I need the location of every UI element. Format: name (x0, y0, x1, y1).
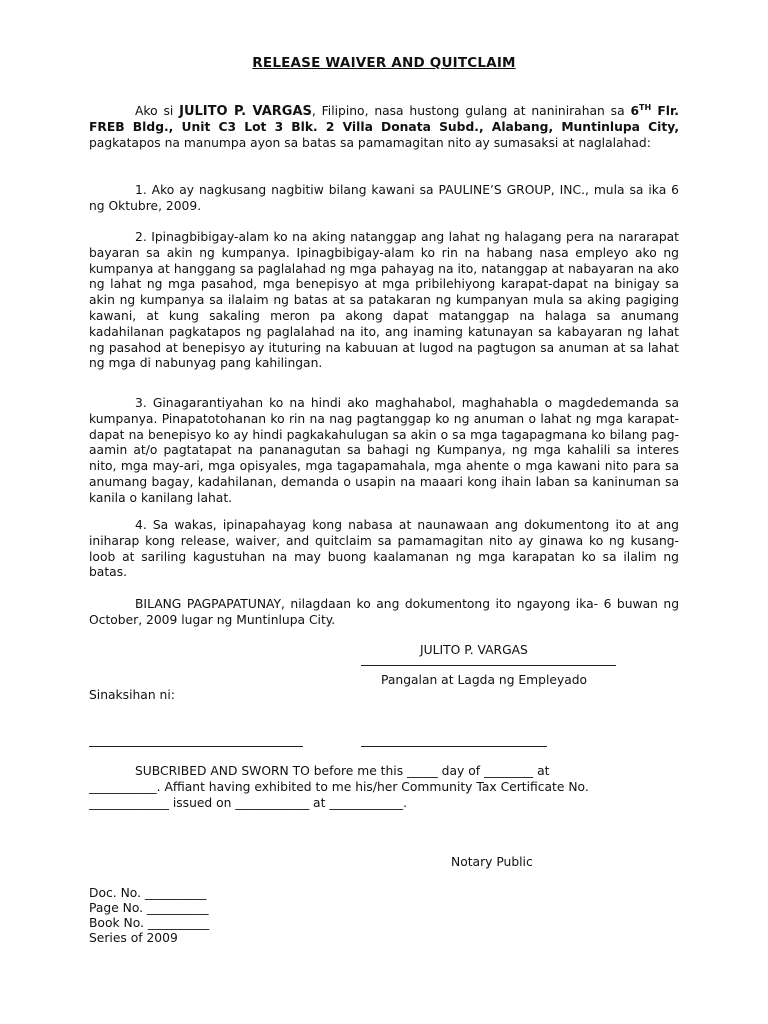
witnessed-by-label: Sinaksihan ni: (89, 688, 175, 702)
book-no: Book No. __________ (89, 916, 210, 930)
doc-no: Doc. No. __________ (89, 886, 207, 900)
witness-signature-line-2 (361, 746, 547, 747)
address-superscript: TH (639, 102, 652, 112)
notary-public-label: Notary Public (451, 855, 533, 869)
affiant-name: JULITO P. VARGAS (179, 104, 312, 119)
jurat-line-1: SUBCRIBED AND SWORN TO before me this _____ day of ________ at (135, 764, 550, 778)
jurat-line-3: _____________ issued on ____________ at ____________. (89, 796, 408, 810)
witness-paragraph: BILANG PAGPAPATUNAY, nilagdaan ko ang dokumentong ito ngayong ika- 6 buwan ng October, 2009 lugar ng Muntinlupa City. (89, 597, 679, 627)
item-3: 3. Ginagarantiyahan ko na hindi ako maghahabol, maghahabla o magdedemanda sa kumpanya. Pinapatotohanan ko rin na nag pagtanggap ko ng anuman o lahat ng mga karapat-dapat na benepisyo ko ay hindi pagkakahulugan sa akin o sa mga tagapagmana ko bilang pag-aamin at/o pagtatapat na pananagutan sa bahagi ng Kumpanya, ng mga kahalili sa interes nito, mga may-ari, mga opisyales, mga tagapamahala, mga ahente o mga kawani nito para sa anumang bagay, kadahilanan, demanda o usapin na maaari kong ihain laban sa kaninuman sa kanila o kanilang lahat. (89, 396, 679, 505)
intro-text-1: Ako si (135, 104, 180, 118)
page-no: Page No. __________ (89, 901, 209, 915)
signature-line (361, 665, 616, 666)
jurat-line-2: ___________. Affiant having exhibited to me his/her Community Tax Certificate No. (89, 780, 589, 794)
witness-signature-line-1 (89, 746, 303, 747)
intro-text-3: pagkatapos na manumpa ayon sa batas sa pamamagitan nito ay sumasaksi at naglalahad: (89, 135, 651, 150)
address-number: 6 (630, 104, 640, 118)
affiant-address: Flr. FREB Bldg., Unit C3 Lot 3 Blk. 2 Villa Donata Subd., Alabang, Muntinlupa City, (89, 104, 679, 134)
series: Series of 2009 (89, 931, 178, 945)
item-1: 1. Ako ay nagkusang nagbitiw bilang kawani sa PAULINE’S GROUP, INC., mula sa ika 6 ng Oktubre, 2009. (89, 183, 679, 213)
intro-paragraph (89, 104, 679, 151)
document-title: RELEASE WAIVER AND QUITCLAIM (252, 55, 516, 71)
intro-text-2: , Filipino, nasa hustong gulang at naninirahan sa (311, 104, 631, 118)
signatory-name: JULITO P. VARGAS (420, 643, 528, 657)
signatory-label: Pangalan at Lagda ng Empleyado (381, 673, 588, 687)
item-2: 2. Ipinagbibigay-alam ko na aking natanggap ang lahat ng halagang pera na nararapat bayaran sa akin ng kumpanya. Ipinagbibigay-alam ko rin na habang nasa empleyo ako ng kumpanya at hanggang sa paglalahad ng mga pahayag na ito, natanggap at nabayaran na ako ng lahat ng mga pasahod, mga benepisyo at mga pribilehiyong karapat-dapat na binigay sa akin ng kumpanya sa ilalaim ng batas at sa patakaran ng kumpanyan mula sa aking pagiging kawani, at kung sakaling meron pa akong dapat matanggap na halaga sa anumang kadahilanan pagkatapos ng paglalahad na ito, ang inaming katunayan sa kabayaran ng lahat ng pasahod at benepisyo ay ituturing na kabuuan at lugod na pagtugon sa anuman at sa lahat ng mga di nabunyag pang kahilingan. (89, 230, 679, 371)
item-4: 4. Sa wakas, ipinapahayag kong nabasa at naunawaan ang dokumentong ito at ang iniharap kong release, waiver, and quitclaim sa pamamagitan nito ay ginawa ko ng kusang-loob at sariling kagustuhan na may buong kaalamanan ng mga karapatan ko sa ilalim ng batas. (89, 518, 679, 580)
